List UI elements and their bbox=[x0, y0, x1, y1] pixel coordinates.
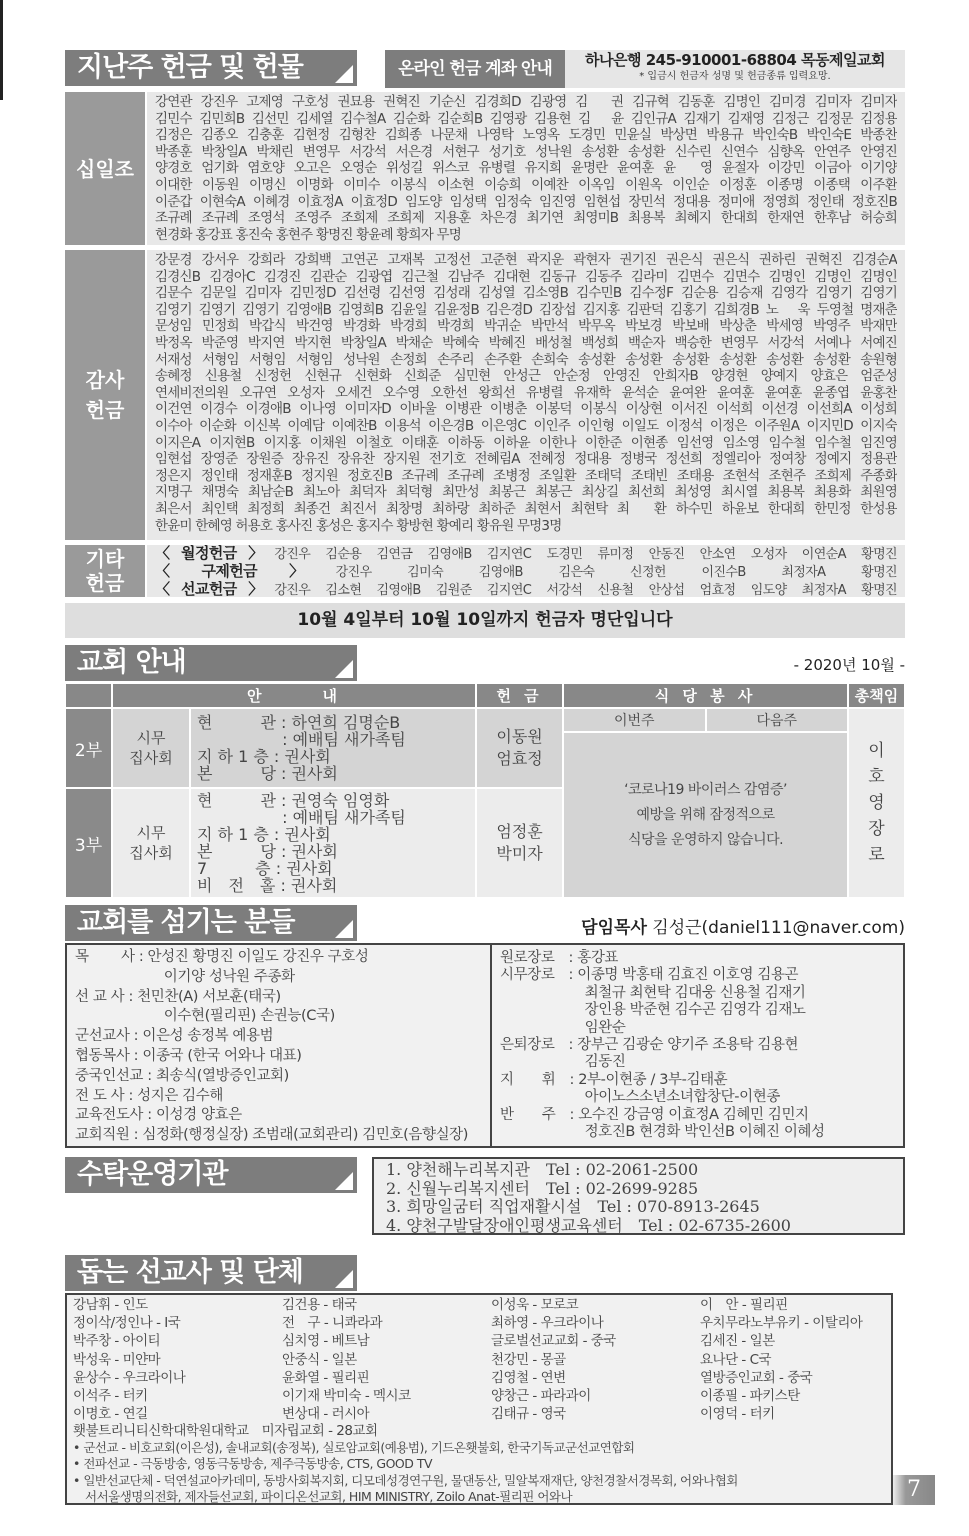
servant-line: 교육전도사 : 이성경 양효은 bbox=[75, 1107, 242, 1124]
other-offering-row bbox=[155, 563, 897, 581]
mission-bullet: • 일반선교단체 - 덕연설교아카데미, 동방사회복지회, 디모데성경연구원, 물댄동산, 밀알복재재단, 양천경찰서경목회, 어와나협회 bbox=[73, 1472, 738, 1488]
missionary-item: 박주창 - 아이티 bbox=[73, 1333, 161, 1350]
corner-triangle-icon bbox=[335, 920, 353, 938]
offering-person: 엄효정 bbox=[496, 749, 543, 768]
servant-line: 교회직원 : 심정화(행정실장) 조범래(교회관리) 김민호(음향실장) bbox=[75, 1127, 469, 1144]
guide-line: 비 전 홀 : 권사회 bbox=[197, 876, 338, 895]
missionary-item: 천강민 - 몽골 bbox=[491, 1351, 566, 1368]
missionary-item: 요나단 - C국 bbox=[700, 1351, 772, 1368]
section-header-church-info bbox=[65, 645, 357, 681]
servant-line: 원로장로 : 홍강표 bbox=[500, 950, 619, 966]
name-line: 현경화 홍강표 홍진숙 홍현주 황명진 황윤례 황희자 무명 bbox=[155, 226, 461, 243]
servant-line: 목 사 : 안성진 황명진 이일도 강진우 구호성 bbox=[75, 949, 369, 965]
senior-pastor bbox=[581, 913, 905, 938]
institution-item: 2. 신월누리복지센터 Tel : 02-2699-9285 bbox=[386, 1178, 699, 1198]
page-edge-line bbox=[0, 0, 3, 100]
chief-char: 이 bbox=[868, 741, 885, 761]
name-line: 김정은 김종오 김충훈 김현정 김형찬 김희종 나문채 나영탁 노영옥 도경민 민윤실 박상면 박용규 박인숙B 박인숙E 박종찬 bbox=[155, 127, 897, 144]
guide-line: 지 하 1 층 : 권사회 bbox=[197, 825, 331, 844]
pastor-name-email: 김성근(daniel111@naver.com) bbox=[652, 918, 905, 938]
section-title: 돕는 선교사 및 단체 bbox=[77, 1257, 303, 1288]
name-line: 김민수 김민희B 김선민 김세열 김수철A 김순화 김순희B 김영광 김용현 김 윤 김인규A 김재기 김재영 김정근 김정문 김정용 bbox=[155, 110, 897, 127]
deacon-group bbox=[112, 788, 190, 898]
section-header-offering bbox=[65, 50, 357, 86]
other-label bbox=[65, 545, 145, 597]
service-guide-lines bbox=[190, 788, 476, 898]
online-account-label: 온라인 헌금 계좌 안내 bbox=[385, 50, 565, 88]
offering-period-banner: 10월 4일부터 10월 10일까지 헌금자 명단입니다 bbox=[65, 603, 905, 638]
offering-names: 강진우 김미숙 김영애B 김은숙 신정헌 이진수B 최정자A 황명진 bbox=[335, 565, 897, 580]
name-line: 김문수 김문일 김미자 김민정D 김선령 김선영 김성래 김성열 김소영B 김수민B 김수정F 김순용 김승재 김영각 김영기 김영기 bbox=[155, 285, 897, 302]
missionary-item: 김태규 - 영국 bbox=[491, 1406, 566, 1423]
name-line: 송혜정 신용철 신정헌 신현규 신현화 신희준 심민현 안성근 안순정 안영진 안희자B 양경현 양예지 양효은 엄준성 bbox=[155, 368, 897, 385]
servant-line: 최철규 최현탁 김대웅 신용철 김재기 bbox=[500, 984, 806, 1001]
missionary-item: 이성욱 - 모로코 bbox=[491, 1297, 579, 1313]
label-line: 헌금 bbox=[85, 571, 125, 595]
section-title: 지난주 헌금 및 헌물 bbox=[77, 52, 303, 83]
name-line: 한윤미 한혜영 허용호 홍사진 홍성은 홍지수 황방현 황예리 황유원 무명3명 bbox=[155, 517, 562, 534]
guide-line: 현 관 : 권영숙 임영화 bbox=[197, 791, 390, 810]
label-line: 헌금 bbox=[85, 398, 125, 422]
deacon-line: 집사회 bbox=[129, 749, 173, 767]
cafeteria-header: 식 당 봉 사 bbox=[563, 683, 848, 708]
missionary-item: 최하영 - 우크라이나 bbox=[491, 1315, 604, 1332]
mission-bullet: • 군선교 - 비호교회(이은성), 솔내교회(송정복), 실로암교회(예용범), 기드온횃불회, 한국기독교군선교연합회 bbox=[73, 1439, 635, 1455]
name-line: 임현섭 장영준 장원증 장유진 장유찬 장지원 전기호 전혜림A 전혜정 정대용 정병국 정선희 정엘리아 정여창 정예지 정용관 bbox=[155, 451, 897, 468]
deacon-line: 집사회 bbox=[129, 844, 173, 862]
name-line: 서재성 서형임 서형임 서형임 성낙원 손정희 손주리 손주환 손희숙 송성환 송성환 송성환 송성환 송성환 송성환 송원형 bbox=[155, 351, 897, 368]
missionary-item: 전 구 - 니콰라과 bbox=[282, 1315, 383, 1332]
chief-name bbox=[848, 708, 905, 898]
servant-line: 협동목사 : 이종국 (한국 어와나 대표) bbox=[75, 1047, 302, 1064]
name-line: 최은서 최인택 최정희 최종건 최진서 최창명 최하랑 최하준 최현서 최현탁 최 환 하수민 하윤보 한대희 한민정 한성용 bbox=[155, 500, 897, 517]
missionary-item: 김세진 - 일본 bbox=[700, 1333, 775, 1350]
missionary-item: 이영덕 - 터키 bbox=[700, 1406, 775, 1423]
label-line: 기타 bbox=[85, 547, 125, 571]
name-line: 지명구 채명숙 최남순B 최노아 최덕자 최덕형 최만성 최봉근 최봉근 최상길 최선희 최성영 최시열 최용복 최용화 최원영 bbox=[155, 484, 897, 501]
offering-type: 〈선교헌금〉 bbox=[155, 581, 275, 598]
offering-person: 박미자 bbox=[496, 844, 543, 863]
pastor-label: 담임목사 bbox=[581, 918, 647, 938]
guide-line: 7 층 : 권사회 bbox=[197, 859, 333, 878]
missions-box bbox=[65, 1293, 893, 1505]
corner-triangle-icon bbox=[335, 65, 353, 83]
offering-person: 엄정훈 bbox=[496, 822, 543, 841]
deacon-group bbox=[112, 708, 190, 788]
name-line: 박정옥 박준영 박지연 박지현 박창일A 박채순 박혜숙 박혜진 배성철 백성희 백순자 백승한 변영무 서강석 서예나 서예진 bbox=[155, 334, 897, 351]
missionary-item: 이 안 - 필리핀 bbox=[700, 1297, 788, 1313]
missionary-item: 변상대 - 러시아 bbox=[282, 1406, 370, 1423]
corner-triangle-icon bbox=[335, 1270, 353, 1288]
servant-line: 은퇴장로 : 장부근 김광순 양기주 조용탁 김용현 bbox=[500, 1037, 799, 1054]
offering-persons bbox=[476, 788, 563, 898]
missionary-item: 윤화열 - 필리핀 bbox=[282, 1369, 370, 1386]
deacon-line: 시무 bbox=[136, 729, 166, 747]
servant-line: 선 교 사 : 천민찬(A) 서보훈(태국) bbox=[75, 988, 281, 1005]
other-offering-row bbox=[155, 545, 897, 563]
name-line: 조규례 조규례 조영석 조영주 조희제 조희제 지용훈 차은경 최기연 최영미B 최용복 최혜지 한대희 한재연 한후남 허승희 bbox=[155, 210, 897, 227]
servants-left bbox=[67, 945, 492, 1146]
servant-line: 정호진B 현경화 박인선B 이혜진 이혜성 bbox=[500, 1124, 825, 1141]
page-number: 7 bbox=[893, 1475, 935, 1505]
servant-line: 아이노스소년소녀합창단-이현종 bbox=[500, 1089, 780, 1106]
mission-bullet: • 전파선교 - 극동방송, 영동극동방송, 제주극동방송, CTS, GOOD TV bbox=[73, 1456, 433, 1472]
institution-item: 1. 양천해누리복지관 Tel : 02-2061-2500 bbox=[386, 1160, 699, 1179]
institution-item: 4. 양천구발달장애인평생교육센터 Tel : 02-6735-2600 bbox=[386, 1215, 791, 1235]
name-line: 이수아 이순화 이신복 이예담 이예찬B 이용석 이은경B 이은영C 이인주 이인형 이일도 이정석 이정은 이주원A 이지민D 이지숙 bbox=[155, 417, 897, 434]
servant-line: 군선교사 : 이은성 송정복 예용범 bbox=[75, 1028, 274, 1045]
other-offering-row bbox=[155, 581, 897, 599]
name-line: 박종훈 박창일A 박채린 변영무 서강석 서은경 서현구 성기호 성낙원 송성환 송성환 신수린 신연수 심향옥 안연주 안영진 bbox=[155, 143, 897, 160]
cafeteria-notice bbox=[563, 732, 848, 898]
servants-box bbox=[65, 943, 905, 1148]
label-line: 감사 bbox=[85, 368, 125, 392]
servant-line: 임완순 bbox=[500, 1019, 626, 1036]
servant-line: 전 도 사 : 성지은 김수해 bbox=[75, 1087, 223, 1104]
missions-extra: 횃불트리니티신학대학원대학교 미자립교회 - 28교회 bbox=[73, 1423, 378, 1440]
chief-char: 로 bbox=[868, 845, 885, 865]
guide-line: : 예배팀 새가족팀 bbox=[197, 730, 406, 749]
missionary-item: 이석주 - 터키 bbox=[73, 1388, 148, 1405]
chief-char: 영 bbox=[868, 793, 885, 813]
servant-line: 김동진 bbox=[500, 1054, 626, 1071]
offering-type: 〈월정헌금〉 bbox=[155, 545, 275, 562]
service-part: 3부 bbox=[65, 788, 112, 898]
missionary-item: 우치무라노부유키 - 이탈리아 bbox=[700, 1315, 863, 1332]
guide-line: 본 당 : 권사회 bbox=[197, 764, 338, 783]
church-info-table bbox=[64, 682, 906, 899]
institution-item: 3. 희망일굼터 직업재활시설 Tel : 070-8913-2645 bbox=[386, 1197, 760, 1216]
missionaries-grid bbox=[73, 1296, 885, 1423]
name-line: 문성임 민정희 박갑식 박건영 박경화 박경희 박경희 박귀순 박만석 박무옥 박보경 박보배 박상춘 박세영 박영주 박재만 bbox=[155, 318, 897, 335]
other-offerings bbox=[147, 545, 905, 597]
section-title: 교회 안내 bbox=[77, 647, 186, 678]
name-line: 강연관 강진우 고제영 구호성 권묘용 권혁진 기순신 김경희D 김광영 김 권 김규혁 김동훈 김명인 김미경 김미자 김미자 bbox=[155, 94, 897, 110]
name-line: 양경호 엄기화 염호양 오고은 오영순 위성길 위스코 유병렬 유지희 윤명란 윤여훈 윤 영 윤절자 이강민 이금아 이기양 bbox=[155, 160, 897, 177]
servant-line: 시무장로 : 이종명 박홍태 김효진 이호영 김용곤 bbox=[500, 967, 799, 984]
offering-type: 〈구제헌금〉 bbox=[155, 563, 336, 580]
missionary-item: 심치영 - 베트남 bbox=[282, 1333, 370, 1350]
servant-line: 지 휘 : 2부-이현종 / 3부-김태훈 bbox=[500, 1071, 728, 1088]
name-line: 이건연 이경수 이경애B 이나영 이미자D 이바울 이병관 이병춘 이봉덕 이봉식 이상현 이서진 이석희 이선경 이선희A 이성희 bbox=[155, 401, 897, 418]
name-line: 이준갑 이현숙A 이혜경 이효정A 이효정D 임도양 임성택 임정숙 임진영 임현섭 장민석 정대용 정미애 정영희 정인태 정호진B bbox=[155, 193, 897, 210]
service-guide-lines bbox=[190, 708, 476, 788]
name-line: 정은지 정인태 정재훈B 정지원 정호진B 조규례 조규례 조병정 조일환 조태덕 조태빈 조태용 조현석 조현주 조희제 주종화 bbox=[155, 467, 897, 484]
thanks-names bbox=[147, 250, 905, 540]
servant-line: 이수현(필리핀) 손권능(C국) bbox=[75, 1008, 335, 1025]
corner-triangle-icon bbox=[335, 1172, 353, 1190]
tithe-label: 십일조 bbox=[65, 92, 145, 245]
missionary-item: 이기재 박미숙 - 멕시코 bbox=[282, 1388, 411, 1405]
notice-line: 예방을 위해 잠정적으로 bbox=[636, 806, 775, 823]
notice-line: 식당을 운영하지 않습니다. bbox=[627, 831, 784, 848]
notice-line: ‘코로나19 바이러스 감염증’ bbox=[624, 781, 787, 798]
missionary-item: 열방증인교회 - 중국 bbox=[700, 1369, 813, 1386]
account-note: * 입금시 헌금자 성명 및 헌금종류 입력요망. bbox=[639, 71, 831, 82]
service-part: 2부 bbox=[65, 708, 112, 788]
missionary-item: 정이삭/정인나 - I국 bbox=[73, 1315, 181, 1332]
blank-header bbox=[65, 683, 112, 708]
offering-person: 이동원 bbox=[496, 727, 543, 746]
section-header-servants bbox=[65, 905, 357, 941]
section-title: 수탁운영기관 bbox=[77, 1159, 228, 1190]
chief-header: 총책임 bbox=[848, 683, 905, 708]
name-line: 이지은A 이지현B 이지홍 이채원 이철호 이태훈 이하동 이하윤 이한나 이한준 이현종 임선영 임소영 임수철 임수철 임진영 bbox=[155, 434, 897, 451]
section-header-missions bbox=[65, 1255, 357, 1291]
name-line: 강문경 강서우 강희라 강희백 고연곤 고재복 고정선 고준현 곽지운 곽현자 권기진 권은식 권은식 권하린 권혁진 김경순A bbox=[155, 252, 897, 268]
name-line: 연세비전의원 오규연 오성자 오세건 오수영 오한선 왕희선 유병렬 유재학 윤석순 윤여완 윤여훈 윤여훈 윤종엽 윤홍찬 bbox=[155, 384, 897, 401]
mission-bullet: 서서울생명의전화, 제자들선교회, 파이디온선교회, HIM MINISTRY, Zoilo Anat-필리핀 어와나 bbox=[73, 1489, 573, 1505]
missionary-item: 안중식 - 일본 bbox=[282, 1351, 357, 1368]
servant-line: 반 주 : 오수진 강금영 이효정A 김혜민 김민지 bbox=[500, 1106, 809, 1123]
corner-triangle-icon bbox=[335, 660, 353, 678]
thanks-label bbox=[65, 250, 145, 540]
tithe-names bbox=[147, 92, 905, 245]
info-date: - 2020년 10월 - bbox=[793, 656, 905, 674]
next-week-label: 다음주 bbox=[706, 708, 848, 732]
offering-persons bbox=[476, 708, 563, 788]
guide-header: 안 내 bbox=[112, 683, 476, 708]
chief-char: 호 bbox=[868, 767, 885, 787]
servant-line: 중국인선교 : 최송식(열방증인교회) bbox=[75, 1067, 289, 1084]
name-line: 이대한 이동원 이명신 이명화 이미수 이봉식 이소현 이승희 이예찬 이옥임 이원옥 이인순 이정훈 이종명 이종택 이주환 bbox=[155, 176, 897, 193]
institutions-list bbox=[372, 1157, 905, 1235]
guide-line: 지 하 1 층 : 권사회 bbox=[197, 747, 331, 766]
name-line: 김영기 김영기 김영기 김영애B 김영희B 김윤일 김윤정B 김은경D 김장섭 김지홍 김판덕 김홍기 김희경B 노 욱 두영철 명재춘 bbox=[155, 301, 897, 318]
guide-line: 본 당 : 권사회 bbox=[197, 842, 338, 861]
missionary-item: 김영철 - 연변 bbox=[491, 1369, 566, 1386]
deacon-line: 시무 bbox=[136, 824, 166, 842]
name-line: 김경신B 김경아C 김경진 김관순 김광엽 김근철 김남주 김대현 김동규 김동주 김라미 김면수 김면수 김명인 김명인 김명인 bbox=[155, 268, 897, 285]
section-title: 교회를 섬기는 분들 bbox=[77, 907, 295, 938]
servants-right bbox=[492, 945, 833, 1146]
chief-char: 장 bbox=[868, 819, 885, 839]
missionary-item: 박성욱 - 미얀마 bbox=[73, 1351, 161, 1368]
section-header-institutions bbox=[65, 1157, 357, 1193]
missionary-item: 이종필 - 파키스탄 bbox=[700, 1388, 800, 1405]
missionary-item: 윤상수 - 우크라이나 bbox=[73, 1369, 186, 1386]
servant-line: 이기양 성낙원 주종화 bbox=[75, 968, 295, 985]
missionary-item: 양창근 - 파라과이 bbox=[491, 1388, 591, 1405]
offering-names: 강진우 김순용 김연금 김영애B 김지연C 도경민 류미정 안동진 안소연 오성자 이연순A 황명진 bbox=[274, 547, 897, 562]
missionary-item: 강남휘 - 인도 bbox=[73, 1297, 148, 1313]
offering-names: 강진우 김소현 김영애B 김원준 김지연C 서강석 신용철 안상섭 엄효정 임도양 최정자A 황명진 bbox=[274, 583, 897, 598]
missionary-item: 글로벌선교교회 - 중국 bbox=[491, 1333, 616, 1350]
missionary-item: 이명호 - 연길 bbox=[73, 1406, 148, 1423]
guide-line: : 예배팀 새가족팀 bbox=[197, 808, 406, 827]
missions-bullets bbox=[73, 1440, 885, 1506]
offering-header: 헌 금 bbox=[476, 683, 563, 708]
account-number: 하나은행 245-910001-68804 목동제일교회 bbox=[585, 51, 885, 69]
this-week-label: 이번주 bbox=[563, 708, 705, 732]
guide-line: 현 관 : 하연희 김명순B bbox=[197, 713, 401, 732]
missionary-item: 김건용 - 태국 bbox=[282, 1297, 357, 1313]
servant-line: 장인용 박준현 김수곤 김영각 김재노 bbox=[500, 1002, 806, 1019]
account-info bbox=[565, 50, 905, 88]
